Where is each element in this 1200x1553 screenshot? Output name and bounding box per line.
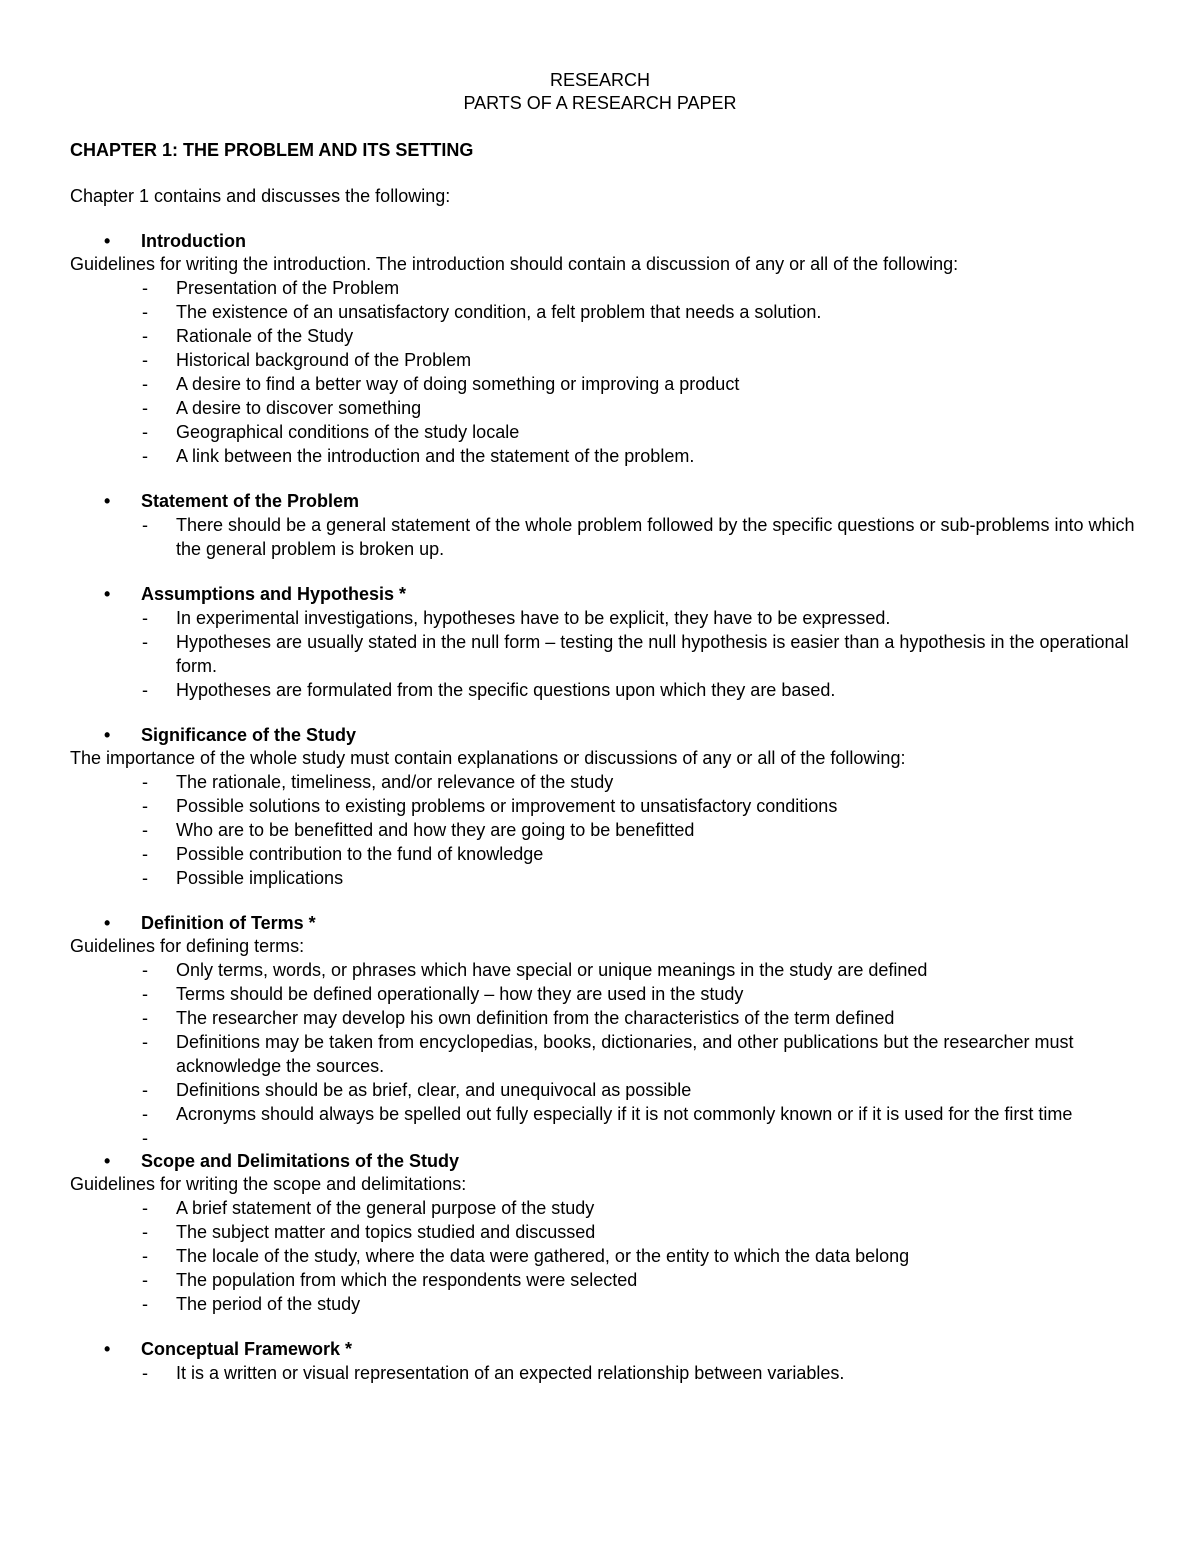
section-heading — [70, 1150, 1135, 1173]
list-item: - Definitions may be taken from encyclopedias, books, dictionaries, and other publications but the researcher must acknowledge the sources. — [142, 1032, 1074, 1076]
list-item: - Possible contribution to the fund of knowledge — [142, 844, 544, 864]
dash-icon: - — [142, 422, 148, 442]
section-statement-of-problem — [70, 490, 1135, 561]
dash-icon: - — [142, 680, 148, 700]
dash-icon: - — [142, 1294, 148, 1314]
section-heading-text: Statement of the Problem — [141, 491, 360, 511]
list-item: - Rationale of the Study — [142, 326, 354, 346]
section-conceptual-framework — [70, 1338, 1135, 1385]
dash-icon: - — [142, 1363, 148, 1383]
section-definition-of-terms — [70, 912, 1135, 1150]
section-heading-text: Significance of the Study — [141, 725, 357, 745]
item-list — [70, 1361, 1135, 1385]
list-item: - A brief statement of the general purpose of the study — [142, 1198, 595, 1218]
list-item: - The locale of the study, where the data were gathered, or the entity to which the data belong — [142, 1246, 910, 1266]
section-description: Guidelines for writing the scope and delimitations: — [70, 1174, 467, 1194]
title-line-parts: PARTS OF A RESEARCH PAPER — [463, 93, 737, 113]
bullet-icon: • — [104, 913, 111, 933]
title-line-research: RESEARCH — [549, 70, 651, 90]
section-heading-text: Introduction — [141, 231, 246, 251]
list-item: - Definitions should be as brief, clear, and unequivocal as possible — [142, 1080, 692, 1100]
section-heading — [70, 912, 1135, 935]
list-item: - The period of the study — [142, 1294, 361, 1314]
section-scope — [70, 1150, 1135, 1316]
dash-icon: - — [142, 302, 148, 322]
list-item: - A desire to discover something — [142, 398, 422, 418]
list-item: - The existence of an unsatisfactory condition, a felt problem that needs a solution. — [142, 302, 822, 322]
list-item: - A desire to find a better way of doing something or improving a product — [142, 374, 740, 394]
dash-icon: - — [142, 1270, 148, 1290]
dash-icon: - — [142, 1246, 148, 1266]
list-item: - It is a written or visual representation of an expected relationship between variables. — [142, 1363, 845, 1383]
list-item: - The rationale, timeliness, and/or relevance of the study — [142, 772, 614, 792]
dash-icon: - — [142, 1222, 148, 1242]
bullet-icon: • — [104, 725, 111, 745]
dash-icon: - — [142, 1032, 148, 1052]
list-item: - Possible implications — [142, 868, 344, 888]
section-heading — [70, 724, 1135, 747]
list-item: - Historical background of the Problem — [142, 350, 472, 370]
section-introduction — [70, 230, 1135, 468]
section-heading — [70, 1338, 1135, 1361]
list-item: - The population from which the respondents were selected — [142, 1270, 638, 1290]
dash-icon: - — [142, 1104, 148, 1124]
item-list — [70, 276, 1135, 468]
bullet-icon: • — [104, 1151, 111, 1171]
dash-icon: - — [142, 326, 148, 346]
list-item: - Hypotheses are usually stated in the null form – testing the null hypothesis is easier than a hypothesis in the operational form. — [142, 632, 1129, 676]
dash-icon: - — [142, 446, 148, 466]
section-heading-text: Scope and Delimitations of the Study — [141, 1151, 460, 1171]
item-list — [70, 606, 1135, 702]
dash-icon: - — [142, 820, 148, 840]
dash-icon: - — [142, 632, 148, 652]
section-heading — [70, 490, 1135, 513]
list-item: - The researcher may develop his own definition from the characteristics of the term defined — [142, 1008, 895, 1028]
dash-icon: - — [142, 960, 148, 980]
section-heading-text: Conceptual Framework * — [141, 1339, 353, 1359]
list-item: - Acronyms should always be spelled out fully especially if it is not commonly known or if it is used for the first time — [142, 1104, 1073, 1124]
dash-icon: - — [142, 868, 148, 888]
list-item: - The subject matter and topics studied and discussed — [142, 1222, 596, 1242]
section-heading — [70, 230, 1135, 253]
list-item: - Geographical conditions of the study locale — [142, 422, 520, 442]
list-item: - In experimental investigations, hypotheses have to be explicit, they have to be expressed. — [142, 608, 891, 628]
item-list — [70, 958, 1135, 1126]
dash-icon: - — [142, 1198, 148, 1218]
document-title — [70, 69, 1130, 115]
dash-icon: - — [142, 374, 148, 394]
list-item: - A link between the introduction and the statement of the problem. — [142, 446, 695, 466]
dash-icon: - — [142, 350, 148, 370]
item-list — [70, 1196, 1135, 1316]
dash-icon: - — [142, 844, 148, 864]
list-item: - Hypotheses are formulated from the specific questions upon which they are based. — [142, 680, 836, 700]
item-list — [70, 513, 1135, 561]
section-description: Guidelines for defining terms: — [70, 936, 305, 956]
bullet-icon: • — [104, 1339, 111, 1359]
dash-icon: - — [142, 1080, 148, 1100]
section-assumptions — [70, 583, 1135, 702]
document-page — [70, 69, 1135, 1385]
dash-icon: - — [142, 608, 148, 628]
list-item: - Terms should be defined operationally – how they are used in the study — [142, 984, 744, 1004]
bullet-icon: • — [104, 231, 111, 251]
dash-icon: - — [142, 984, 148, 1004]
section-significance — [70, 724, 1135, 890]
dash-icon: - — [142, 515, 148, 535]
list-item: - Who are to be benefitted and how they are going to be benefitted — [142, 820, 695, 840]
section-heading-text: Assumptions and Hypothesis * — [141, 584, 407, 604]
dash-icon: - — [142, 772, 148, 792]
section-heading — [70, 583, 1135, 606]
dash-icon: - — [142, 1128, 148, 1148]
section-description: The importance of the whole study must contain explanations or discussions of any or all of the following: — [70, 748, 906, 768]
dash-icon: - — [142, 398, 148, 418]
bullet-icon: • — [104, 584, 111, 604]
section-heading-text: Definition of Terms * — [141, 913, 316, 933]
chapter-heading: CHAPTER 1: THE PROBLEM AND ITS SETTING — [70, 140, 474, 160]
list-item: - Presentation of the Problem — [142, 278, 400, 298]
empty-list-item — [70, 1126, 1135, 1150]
item-list — [70, 770, 1135, 890]
list-item: - Only terms, words, or phrases which have special or unique meanings in the study are defined — [142, 960, 928, 980]
dash-icon: - — [142, 278, 148, 298]
dash-icon: - — [142, 1008, 148, 1028]
list-item: - There should be a general statement of the whole problem followed by the specific questions or sub-problems into which the general problem is broken up. — [142, 515, 1135, 559]
dash-icon: - — [142, 796, 148, 816]
chapter-intro: Chapter 1 contains and discusses the following: — [70, 186, 451, 206]
bullet-icon: • — [104, 491, 111, 511]
list-item: - Possible solutions to existing problems or improvement to unsatisfactory conditions — [142, 796, 838, 816]
section-description: Guidelines for writing the introduction. The introduction should contain a discussion of any or all of the following: — [70, 254, 959, 274]
